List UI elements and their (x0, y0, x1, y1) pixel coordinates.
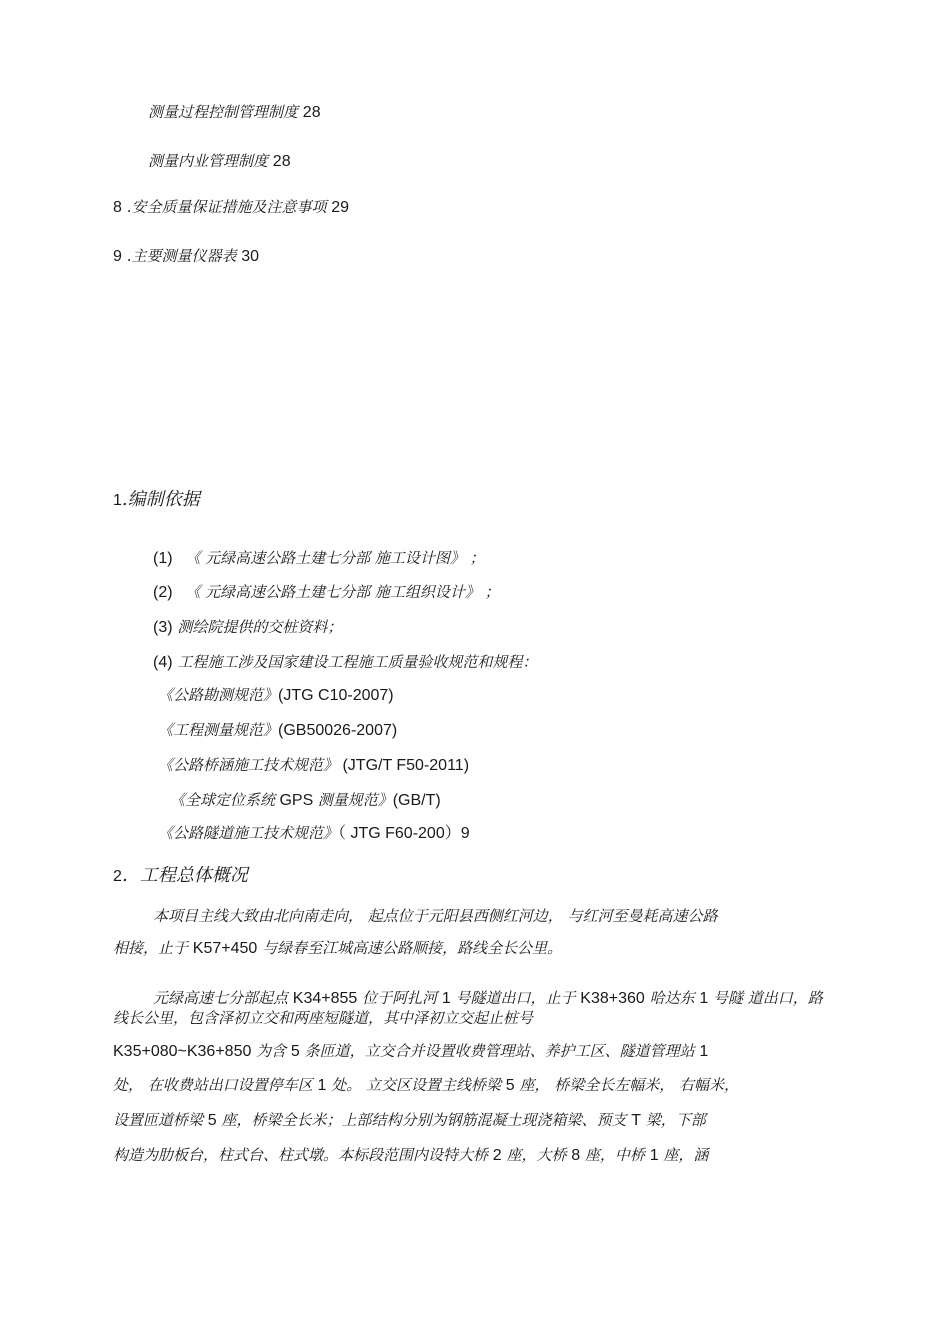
section-title: .编制依据 (121, 489, 200, 510)
number: 8 (571, 1147, 581, 1164)
reference-name-suffix: 测量规范》 (317, 791, 393, 809)
toc-entry-page: 28 (272, 153, 291, 170)
list-item-number: (3) (153, 619, 173, 636)
paragraph-text: 条匝道，立交合并设置收费管理站、养护工区、隧道管理站 (299, 1042, 700, 1060)
paragraph-line (153, 906, 718, 926)
toc-entry (113, 246, 259, 267)
reference-name: 《工程测量规范》 (158, 721, 279, 739)
list-item-text: 测绘院提供的交桩资料； (177, 618, 343, 636)
list-item-text: 《 元绿高速公路土建七分部 施工组织设计》 ； (185, 583, 500, 601)
station-number: K35+080~K36+850 (113, 1043, 252, 1060)
toc-entry-page: 29 (331, 199, 350, 216)
paragraph-text: 元绿高速七分部起点 (153, 989, 293, 1007)
toc-entry-text: 测量内业管理制度 (148, 152, 269, 170)
paragraph-text: 相接，止于 (113, 939, 193, 957)
paragraph-text: 座，涵 (658, 1146, 709, 1164)
paragraph-text: 处， 在收费站出口设置停车区 (113, 1076, 318, 1094)
list-item-number: (2) (153, 584, 173, 601)
number: 5 (505, 1077, 515, 1094)
paragraph-line (113, 938, 562, 959)
reference-item (158, 755, 469, 776)
paragraph-line (113, 1075, 739, 1096)
paragraph-text: 设置匝道桥梁 (113, 1111, 208, 1129)
paragraph-line (113, 1041, 708, 1062)
number: 1 (649, 1147, 659, 1164)
toc-entry (148, 102, 321, 123)
paragraph-line (113, 1145, 708, 1166)
reference-name: 《公路隧道施工技术规范》 (158, 824, 339, 842)
list-item-number: (4) (153, 654, 173, 671)
paragraph-text: 梁，下部 (641, 1111, 706, 1129)
toc-entry-text: .主要测量仪器表 (126, 247, 237, 265)
number: 5 (290, 1043, 300, 1060)
paragraph-text: 构造为肋板台，柱式台、柱式墩。本标段范围内设特大桥 (113, 1146, 493, 1164)
paragraph-text: 为含 (251, 1042, 291, 1060)
toc-entry-text: .安全质量保证措施及注意事项 (126, 198, 327, 216)
station-number: K38+360 (580, 990, 645, 1007)
reference-name: 《全球定位系统 (170, 791, 276, 809)
section-number: 1 (113, 492, 122, 509)
toc-entry-number: 8 (113, 199, 122, 216)
paragraph-text: 号隧 道出口，路 (708, 989, 823, 1007)
toc-entry-page: 28 (302, 104, 321, 121)
reference-item (170, 790, 441, 811)
list-item-text: 《 元绿高速公路土建七分部 施工设计图》 ； (185, 549, 485, 567)
toc-entry (113, 197, 349, 218)
paragraph-text: 位于阿扎河 (357, 989, 442, 1007)
section-title: ．工程总体概况 (121, 865, 248, 886)
station-number: K57+450 (192, 940, 258, 957)
paragraph-line (153, 988, 823, 1009)
list-item (153, 582, 500, 603)
reference-code: (GB/T) (392, 792, 441, 809)
section-number: 2 (113, 868, 122, 885)
toc-entry-number: 9 (113, 248, 122, 265)
reference-name: 《公路勘测规范》 (158, 686, 279, 704)
list-item-number: (1) (153, 550, 173, 567)
paragraph-line (113, 1110, 706, 1131)
reference-mid: GPS (275, 792, 318, 809)
reference-name: 《公路桥涵施工技术规范》 (158, 756, 339, 774)
toc-entry-text: 测量过程控制管理制度 (148, 103, 299, 121)
paragraph-text: 座，大桥 (501, 1146, 572, 1164)
list-item (153, 617, 342, 638)
reference-code: (GB50026-2007) (278, 722, 398, 739)
list-item (153, 652, 537, 673)
paragraph-line (113, 1008, 533, 1028)
reference-code: (JTG/T F50-2011) (338, 757, 470, 774)
reference-item (158, 720, 397, 741)
number: 5 (207, 1112, 217, 1129)
paragraph-text: 号隧道出口，止于 (450, 989, 581, 1007)
paragraph-text: 哈达东 (644, 989, 700, 1007)
paragraph-text: 线长公里，包含泽初立交和两座短隧道，其中泽初立交起止桩号 (113, 1009, 534, 1027)
paragraph-text: 与绿春至江城高速公路顺接，路线全长公里。 (257, 939, 563, 957)
section-heading (113, 490, 200, 511)
section-heading (113, 866, 248, 887)
reference-code: （ JTG F60-200）9 (338, 825, 470, 842)
reference-item (158, 823, 470, 844)
paragraph-text: 座，中桥 (580, 1146, 650, 1164)
toc-entry (148, 151, 291, 172)
paragraph-text: 座， 桥梁全长左幅米， 右幅米， (514, 1076, 739, 1094)
station-number: K34+855 (292, 990, 358, 1007)
number: 1 (317, 1077, 327, 1094)
reference-code: (JTG C10-2007) (278, 687, 394, 704)
list-item (153, 548, 485, 569)
number: 2 (492, 1147, 502, 1164)
number: 1 (699, 990, 709, 1007)
toc-entry-page: 30 (241, 248, 260, 265)
number: T (631, 1112, 642, 1129)
paragraph-text: 本项目主线大致由北向南走向， 起点位于元阳县西侧红河边， 与红河至曼耗高速公路 (153, 907, 718, 925)
list-item-text: 工程施工涉及国家建设工程施工质量验收规范和规程： (177, 653, 538, 671)
number: 1 (699, 1043, 709, 1060)
paragraph-text: 座，桥梁全长米；上部结构分别为钢筋混凝土现浇箱梁、预支 (216, 1111, 632, 1129)
number: 1 (441, 990, 451, 1007)
reference-item (158, 685, 394, 706)
paragraph-text: 处。 立交区设置主线桥梁 (326, 1076, 506, 1094)
